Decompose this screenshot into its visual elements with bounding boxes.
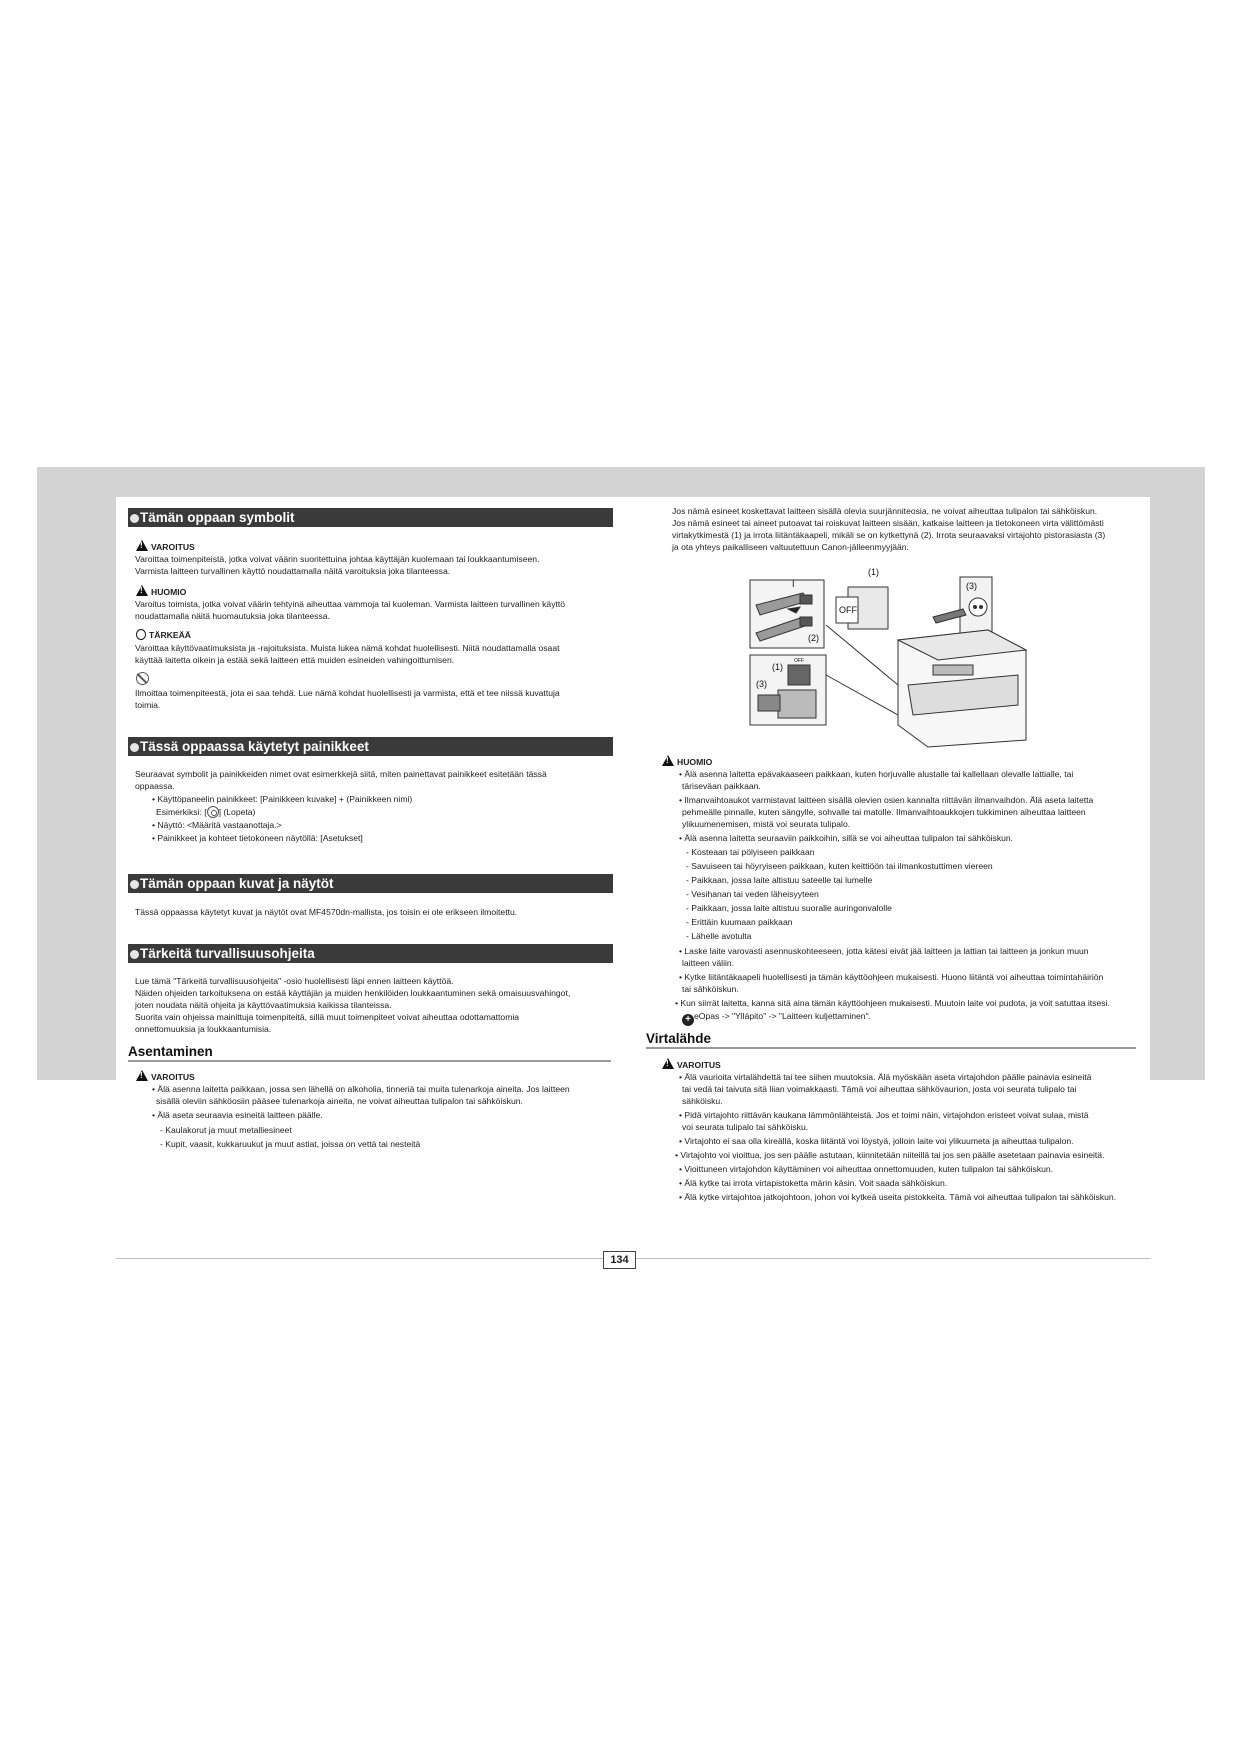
manual-page — [116, 497, 1150, 1258]
rear-switch — [788, 665, 810, 685]
right-huomio-line-16: • Kytke liitäntäkaapeli huolellisesti ja tämän käyttöohjeen mukaisesti. Huono liitäntä voi aiheuttaa toimintahäiriön — [679, 972, 1104, 982]
subheading-asentaminen: Asentaminen — [128, 1044, 611, 1062]
right-huomio-line-15: laitteen väliin. — [682, 958, 735, 968]
eopas-link-icon: + — [682, 1014, 694, 1026]
virta-line-4: • Pidä virtajohto riittävän kaukana lämmönlähteistä. Jos et toimi näin, virtajohdon eristeet voivat sulaa, mistä — [679, 1110, 1089, 1120]
rear-plug — [758, 695, 780, 711]
warning-triangle-icon — [662, 1058, 674, 1069]
virta-line-6: • Virtajohto ei saa olla kireällä, koska liitäntä voi löystyä, jolloin laite voi ylikuumeta ja aiheuttaa tulipalon. — [679, 1136, 1074, 1146]
figure-label-1: (1) — [868, 567, 879, 577]
right-huomio-label: !HUOMIO — [662, 755, 712, 768]
stop-icon — [207, 806, 219, 818]
right-huomio-line-6: • Älä asenna laitetta seuraaviin paikkoihin, sillä se voi aiheuttaa tulipalon tai sähköiskun. — [679, 833, 1014, 843]
figure-label-1b: (1) — [772, 662, 783, 672]
right-huomio-line-1: • Älä asenna laitetta epävakaaseen paikkaan, kuten horjuvalle alustalle tai kallellaan olevalle lattialle, tai — [679, 769, 1074, 779]
warning-triangle-icon — [662, 755, 674, 766]
pointer-line-1 — [826, 675, 898, 715]
bullet-dot-icon — [130, 880, 139, 889]
asentaminen-line-3: • Älä aseta seuraavia esineitä laitteen päälle. — [152, 1110, 323, 1120]
right-huomio-line-14: • Laske laite varovasti asennuskohteeseen, jotta kätesi eivät jää laitteen ja lattian tai laitteen ja jonkun muun — [679, 946, 1089, 956]
bullet-dot-icon — [130, 514, 139, 523]
virta-line-2: tai vedä tai taivuta sitä liian voimakkaasti. Tämä voi aiheuttaa sähkövaurion, josta voi seurata tulipalo tai — [682, 1084, 1077, 1094]
right-top-text-1: Jos nämä esineet koskettavat laitteen sisällä olevia suurjänniteosia, ne voivat aiheuttaa tulipalon tai sähköiskun. — [672, 506, 1098, 516]
asentaminen-line-5: - Kupit, vaasit, kukkaruukut ja muut astiat, joissa on vettä tai nesteitä — [160, 1139, 421, 1149]
buttons-bullet-3: • Painikkeet ja kohteet tietokoneen näytöllä: [Asetukset] — [152, 833, 363, 843]
safety-text-2: Näiden ohjeiden tarkoituksena on estää käyttäjän ja muiden henkilöiden loukkaantuminen sekä omaisuusvahingot, — [135, 988, 571, 998]
right-huomio-line-11: - Paikkaan, jossa laite altistuu suoralle auringonvalolle — [686, 903, 892, 913]
prohibited-icon — [136, 672, 149, 685]
virta-line-7: • Virtajohto voi vioittua, jos sen päälle astutaan, kiinnitetään niiteillä tai jos sen päälle asetetaan painavia esineitä. — [675, 1150, 1105, 1160]
section-heading-symbols: Tämän oppaan symbolit — [128, 508, 613, 527]
right-huomio-line-10: - Vesihanan tai veden läheisyyteen — [686, 889, 819, 899]
tarkeaa-text-2: käyttää laitetta oikein ja estää sekä laitteen että muiden esineiden vahingoittumisen. — [135, 655, 455, 665]
buttons-intro-1: Seuraavat symbolit ja painikkeiden nimet ovat esimerkkejä siitä, miten painettavat painikkeet esitetään tässä — [135, 769, 547, 779]
buttons-bullet-1: • Käyttöpaneelin painikkeet: [Painikkeen kuvake] + (Painikkeen nimi) — [152, 794, 413, 804]
section-heading-safety: Tärkeitä turvallisuusohjeita — [128, 944, 613, 963]
figure-label-2: (2) — [808, 633, 819, 643]
figure-label-3: (3) — [966, 581, 977, 591]
section-heading-buttons: Tässä oppaassa käytetyt painikkeet — [128, 737, 613, 756]
images-text: Tässä oppaassa käytetyt kuvat ja näytöt ovat MF4570dn-mallista, jos toisin ei ole erikseen ilmoitettu. — [135, 907, 518, 917]
buttons-bullet-2: • Näyttö: <Määritä vastaanottaja.> — [152, 820, 282, 830]
virta-line-1: • Älä vaurioita virtalähdettä tai tee siihen muutoksia. Älä myöskään aseta virtajohdon päälle painavia esineitä — [679, 1072, 1092, 1082]
right-huomio-line-17: tai sähköiskun. — [682, 984, 739, 994]
huomio-label: !HUOMIO — [136, 585, 186, 598]
right-huomio-line-4: pehmeälle pinnalle, kuten sängylle, sohvalle tai matolle. Ilmanvaihtoaukkojen tukkiminen aiheuttaa laitteen — [682, 807, 1086, 817]
right-huomio-line-2: täriseväan paikkaan. — [682, 781, 761, 791]
eopas-link[interactable]: eOpas -> "Ylläpito" -> "Laitteen kuljettaminen". — [694, 1011, 872, 1021]
virta-line-3: sähköisku. — [682, 1096, 723, 1106]
figure-switch-i: I — [792, 579, 795, 589]
buttons-example: Esimerkiksi: [ ] (Lopeta) — [156, 807, 256, 817]
figure-off-small: OFF — [794, 658, 804, 664]
warning-triangle-icon — [136, 540, 148, 551]
virta-line-10: • Älä kytke virtajohtoa jatkojohtoon, johon voi kytkeä useita pistokkeita. Tämä voi aiheuttaa tulipalon tai sähköiskun. — [679, 1192, 1117, 1202]
virta-line-9: • Älä kytke tai irrota virtapistoketta märin käsin. Voit saada sähköiskun. — [679, 1178, 948, 1188]
rear-socket — [778, 690, 816, 718]
bullet-dot-icon — [130, 743, 139, 752]
safety-text-1: Lue tämä "Tärkeitä turvallisuusohjeita" -osio huolellisesti läpi ennen laitteen käyttöä. — [135, 976, 454, 986]
right-top-text-2: Jos nämä esineet tai aineet putoavat tai roiskuvat laitteen sisään, katkaise laitteen ja tietokoneen virta välittömästi — [672, 518, 1104, 528]
page-number: 134 — [603, 1251, 636, 1269]
warning-triangle-icon — [136, 1070, 148, 1081]
right-huomio-line-18: • Kun siirrät laitetta, kanna sitä aina tämän käyttöohjeen mukaisesti. Muutoin laite voi pudota, ja voit satuttaa itsesi. — [675, 998, 1110, 1008]
right-huomio-line-9: - Paikkaan, jossa laite altistuu sateelle tai lumelle — [686, 875, 873, 885]
eopas-reference — [682, 1010, 871, 1026]
footer-rule-right — [636, 1258, 1150, 1259]
kielto-text-1: Ilmoittaa toimenpiteestä, jota ei saa tehdä. Lue nämä kohdat huolellisesti ja varmista, että et tee niissä kuvattuja — [135, 688, 560, 698]
bullet-dot-icon — [130, 950, 139, 959]
asentaminen-line-1: • Älä asenna laitetta paikkaan, jossa sen lähellä on alkoholia, tinneriä tai muita tulenarkoja aineita. Jos laitteen — [152, 1084, 570, 1094]
asentaminen-varoitus-label: !VAROITUS — [136, 1070, 195, 1083]
figure-off-label: OFF — [839, 605, 857, 615]
right-huomio-line-7: - Kosteaan tai pölyiseen paikkaan — [686, 847, 815, 857]
asentaminen-line-4: - Kaulakorut ja muut metalliesineet — [160, 1125, 292, 1135]
important-icon — [136, 629, 146, 640]
buttons-intro-2: oppaassa. — [135, 781, 175, 791]
huomio-text-1: Varoitus toimista, jotka voivat väärin tehtyinä aiheuttaa vammoja tai kuoleman. Varmista laitteen turvallinen käyttö — [135, 599, 566, 609]
tarkeaa-text-1: Varoittaa käyttövaatimuksista ja -rajoituksista. Muista lukea nämä kohdat huolellisesti. Niitä noudattamalla osaat — [135, 643, 560, 653]
huomio-text-2: noudattamalla näitä huomautuksia joka tilanteessa. — [135, 611, 330, 621]
plug-2 — [800, 617, 812, 626]
power-disconnect-illustration — [748, 565, 1048, 750]
subheading-virtalahde: Virtalähde — [646, 1031, 1136, 1049]
pointer-line-2 — [826, 625, 898, 685]
warning-triangle-icon — [136, 585, 148, 596]
figure-label-3b: (3) — [756, 679, 767, 689]
varoitus-text-1: Varoittaa toimenpiteistä, jotka voivat väärin suoritettuina johtaa käyttäjän kuolemaan tai loukkaantumiseen. — [135, 554, 540, 564]
safety-text-4: Suorita vain ohjeissa mainittuja toimenpiteitä, sillä muut toimenpiteet voivat aiheuttaa odottamattomia — [135, 1012, 520, 1022]
virta-line-8: • Vioittuneen virtajohdon käyttäminen voi aiheuttaa onnettomuuden, kuten tulipalon tai sähköiskun. — [679, 1164, 1054, 1174]
safety-text-5: onnettomuuksia ja loukkaantumisia. — [135, 1024, 272, 1034]
right-huomio-line-5: ylikuumenemisen, mistä voi seurata tulipalo. — [682, 819, 851, 829]
section-heading-images: Tämän oppaan kuvat ja näytöt — [128, 874, 613, 893]
plug-1 — [800, 595, 812, 604]
tarkeaa-label: TÄRKEÄÄ — [136, 629, 191, 641]
varoitus-text-2: Varmista laitteen turvallinen käyttö noudattamalla näitä varoituksia joka tilanteessa. — [135, 566, 451, 576]
kielto-text-2: toimia. — [135, 700, 161, 710]
right-huomio-line-8: - Savuiseen tai höyryiseen paikkaan, kuten keittiöön tai ilmankostuttimen viereen — [686, 861, 993, 871]
right-top-text-3: virtakytkimestä (1) ja irrota liitäntäkaapeli, mikäli se on kytkettynä (2). Irrota seuraavaksi virtajohto pistorasiasta (3) — [672, 530, 1106, 540]
virta-line-5: voi seurata tulipalo tai sähköisku. — [682, 1122, 809, 1132]
printer-panel — [933, 665, 973, 675]
varoitus-label: !VAROITUS — [136, 540, 195, 553]
right-huomio-line-12: - Erittäin kuumaan paikkaan — [686, 917, 793, 927]
right-huomio-line-13: - Lähelle avotulta — [686, 931, 752, 941]
virta-varoitus-label: !VAROITUS — [662, 1058, 721, 1071]
safety-text-3: joten noudata näitä ohjeita ja käyttövaatimuksia kaikissa tilanteissa. — [135, 1000, 392, 1010]
right-huomio-line-3: • Ilmanvaihtoaukot varmistavat laitteen sisällä olevien osien kannalta riittävän ilmanvaihdon. Älä aseta laitetta — [679, 795, 1094, 805]
right-top-text-4: ja ota yhteys paikalliseen valtuutettuun Canon-jälleenmyyjään. — [672, 542, 909, 552]
asentaminen-line-2: sisällä oleviin sähköosiin pääsee tulenarkoja aineita, ne voivat aiheuttaa tulipalon tai sähköiskun. — [156, 1096, 523, 1106]
footer-rule-left — [116, 1258, 603, 1259]
